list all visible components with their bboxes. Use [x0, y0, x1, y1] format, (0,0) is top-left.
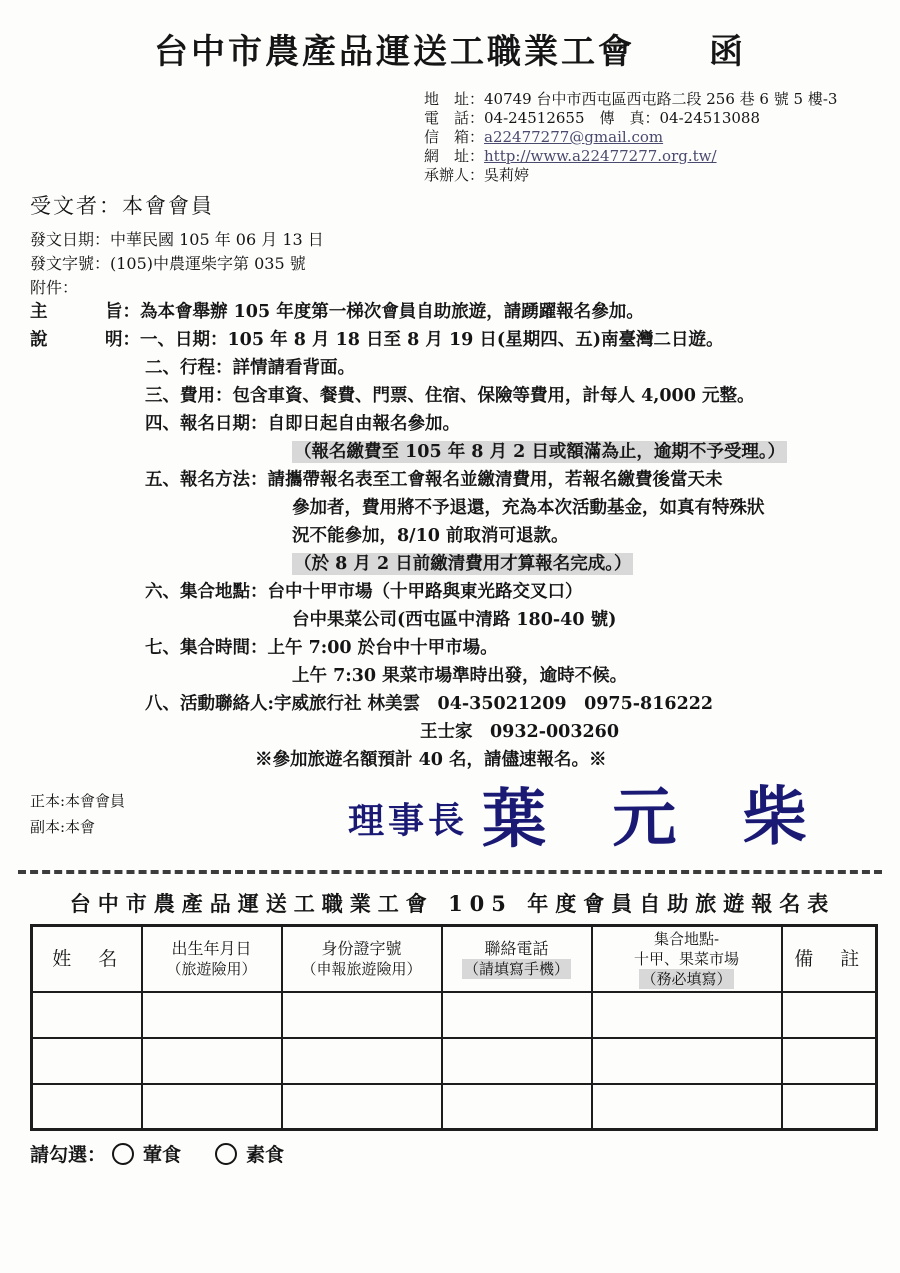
email-label: 信 箱： — [424, 128, 485, 146]
empty-cell — [142, 1038, 282, 1084]
item-5-continuation-1: 參加者，費用將不予退還，充為本次活動基金，如真有特殊狀 — [292, 498, 765, 518]
empty-cell — [282, 1038, 442, 1084]
meal-choice-label: 請勾選： — [30, 1144, 107, 1166]
empty-cell — [442, 992, 592, 1038]
copies-block — [30, 788, 125, 840]
veg-option-label: 素食 — [246, 1144, 285, 1166]
empty-cell — [442, 1084, 592, 1130]
phone-mobile-note: （請填寫手機） — [463, 959, 569, 978]
email-link[interactable]: a22477277@gmail.com — [484, 128, 664, 146]
payment-highlight-note: （於 8 月 2 日前繳清費用才算報名完成。） — [294, 554, 632, 574]
col-header-remarks: 備 註 — [782, 926, 877, 992]
contact-person-line: 承辦人：吳莉婷 — [424, 166, 530, 184]
attachment-line: 附件： — [30, 278, 79, 297]
dashed-cut-line — [18, 870, 882, 874]
letter-body — [30, 298, 880, 774]
empty-cell — [282, 1084, 442, 1130]
signup-empty-row — [32, 992, 877, 1038]
meat-option-label: 葷食 — [143, 1144, 182, 1166]
ref-number-line: 發文字號：(105)中農運柴字第 035 號 — [30, 254, 306, 273]
website-label: 網 址： — [424, 147, 485, 165]
explanation-item-7: 七、集合時間：上午 7:00 於台中十甲市場。 — [145, 638, 498, 658]
empty-cell — [32, 992, 142, 1038]
item-8-continuation: 王士家 0932-003260 — [420, 722, 620, 742]
phone-fax-line: 電 話：04-24512655 傳 真：04-24513088 — [424, 109, 761, 127]
col-header-id: 身份證字號 （申報旅遊險用） — [282, 926, 442, 992]
doc-title: 台中市農產品運送工職業工會 函 — [154, 32, 746, 72]
email-line — [424, 128, 837, 147]
deadline-highlight-note: （報名繳費至 105 年 8 月 2 日或額滿為止，逾期不予受理。） — [294, 442, 786, 462]
meat-radio-circle-icon — [112, 1143, 134, 1165]
empty-cell — [782, 1038, 877, 1084]
col-header-phone: 聯絡電話 （請填寫手機） — [442, 926, 592, 992]
issue-date-line: 發文日期：中華民國 105 年 06 月 13 日 — [30, 230, 324, 249]
empty-cell — [142, 1084, 282, 1130]
subject-text: 為本會舉辦 105 年度第一梯次會員自助旅遊，請踴躍報名參加。 — [140, 302, 644, 322]
empty-cell — [32, 1084, 142, 1130]
empty-cell — [32, 1038, 142, 1084]
explanation-item-3: 三、費用：包含車資、餐費、門票、住宿、保險等費用，計每人 4,000 元整。 — [145, 386, 755, 406]
chairman-signature — [348, 758, 889, 868]
duplicate-copy-line: 副本:本會 — [30, 818, 96, 836]
col-header-dob: 出生年月日 （旅遊險用） — [142, 926, 282, 992]
letterhead-block — [424, 90, 837, 185]
explanation-item-2: 二、行程：詳情請看背面。 — [145, 358, 355, 378]
explanation-item-4: 四、報名日期：自即日起自由報名參加。 — [145, 414, 460, 434]
empty-cell — [782, 1084, 877, 1130]
empty-cell — [592, 1038, 782, 1084]
website-line — [424, 147, 837, 166]
explanation-line-1: 說 明：一、日期：105 年 8 月 18 日至 8 月 19 日(星期四、五)南臺灣二日遊。 — [30, 326, 880, 354]
address-line: 地 址：40749 台中市西屯區西屯路二段 256 巷 6 號 5 樓-3 — [424, 90, 838, 108]
item-6-continuation: 台中果菜公司(西屯區中清路 180-40 號) — [292, 610, 617, 630]
explanation-label: 說 — [30, 330, 48, 350]
item-7-continuation: 上午 7:30 果菜市場準時出發，逾時不候。 — [292, 666, 628, 686]
explanation-item-8: 八、活動聯絡人:宇威旅行社 林美雲 04-35021209 0975-816222 — [145, 694, 714, 714]
empty-cell — [142, 992, 282, 1038]
empty-cell — [592, 992, 782, 1038]
empty-cell — [442, 1038, 592, 1084]
meeting-required-note: （務必填寫） — [641, 969, 732, 988]
empty-cell — [592, 1084, 782, 1130]
chairman-name: 葉 元 柴 — [481, 778, 829, 857]
signup-header-row — [32, 926, 877, 992]
signup-empty-row — [32, 1038, 877, 1084]
website-link[interactable]: http://www.a22477277.org.tw/ — [484, 147, 717, 165]
subject-line: 主 旨：為本會舉辦 105 年度第一梯次會員自助旅遊，請踴躍報名參加。 — [30, 298, 880, 326]
original-copy-line: 正本:本會會員 — [30, 792, 126, 810]
subject-label: 主 — [30, 302, 48, 322]
chairman-title: 理事長 — [347, 799, 469, 843]
signup-empty-row — [32, 1084, 877, 1130]
explanation-item-6: 六、集合地點：台中十甲市場（十甲路與東光路交叉口） — [145, 582, 583, 602]
col-header-name: 姓 名 — [32, 926, 142, 992]
item-5-continuation-2: 況不能參加，8/10 前取消可退款。 — [292, 526, 569, 546]
empty-cell — [782, 992, 877, 1038]
meal-choice-line — [30, 1140, 284, 1167]
recipient-line: 受文者：本會會員 — [30, 194, 214, 218]
empty-cell — [282, 992, 442, 1038]
signup-form-title: 台中市農產品運送工職業工會 105 年度會員自助旅遊報名表 — [69, 891, 836, 916]
quota-note: ※參加旅遊名額預計 40 名，請儘速報名。※ — [255, 750, 607, 770]
veg-radio-circle-icon — [215, 1143, 237, 1165]
col-header-meeting-point: 集合地點- 十甲、果菜市場 （務必填寫） — [592, 926, 782, 992]
explanation-item-5: 五、報名方法：請攜帶報名表至工會報名並繳清費用，若報名繳費後當天未 — [145, 470, 723, 490]
signup-table — [30, 924, 878, 1131]
document-meta — [30, 190, 324, 300]
